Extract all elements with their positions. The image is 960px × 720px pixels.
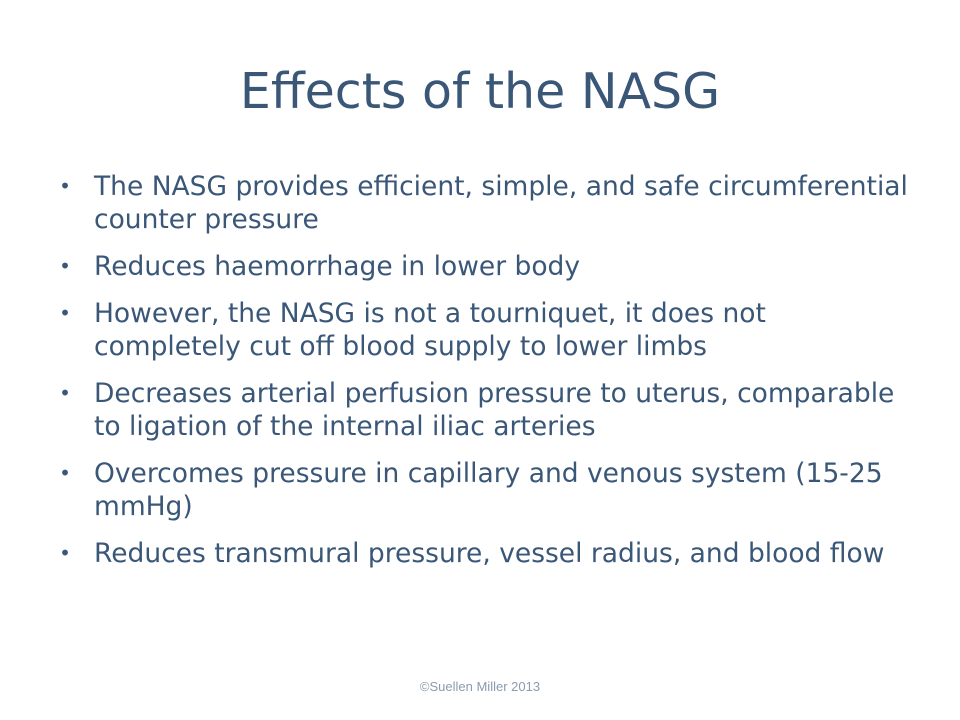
bullet-text: Overcomes pressure in capillary and venous system (15-25 mmHg) <box>94 458 883 522</box>
bullet-text: However, the NASG is not a tourniquet, it does not completely cut off blood supply to lower limbs <box>94 298 766 362</box>
bullet-icon: • <box>59 301 71 325</box>
bullet-text: Reduces haemorrhage in lower body <box>94 251 581 282</box>
bullet-item <box>58 377 908 443</box>
bullet-item <box>58 537 908 570</box>
bullet-text: Decreases arterial perfusion pressure to uterus, comparable to ligation of the internal iliac arteries <box>94 378 895 442</box>
bullet-text: Reduces transmural pressure, vessel radius, and blood flow <box>94 538 885 569</box>
bullet-text: The NASG provides efficient, simple, and safe circumferential counter pressure <box>94 171 908 235</box>
bullet-list <box>58 170 908 584</box>
bullet-item <box>58 170 908 236</box>
bullet-icon: • <box>59 541 71 565</box>
slide-title: Effects of the NASG <box>239 63 721 120</box>
bullet-item <box>58 457 908 523</box>
bullet-icon: • <box>59 381 71 405</box>
footer-copyright: ©Suellen Miller 2013 <box>419 679 541 694</box>
bullet-item <box>58 297 908 363</box>
bullet-icon: • <box>59 461 71 485</box>
bullet-icon: • <box>59 174 71 198</box>
bullet-icon: • <box>59 254 71 278</box>
bullet-item <box>58 250 908 283</box>
